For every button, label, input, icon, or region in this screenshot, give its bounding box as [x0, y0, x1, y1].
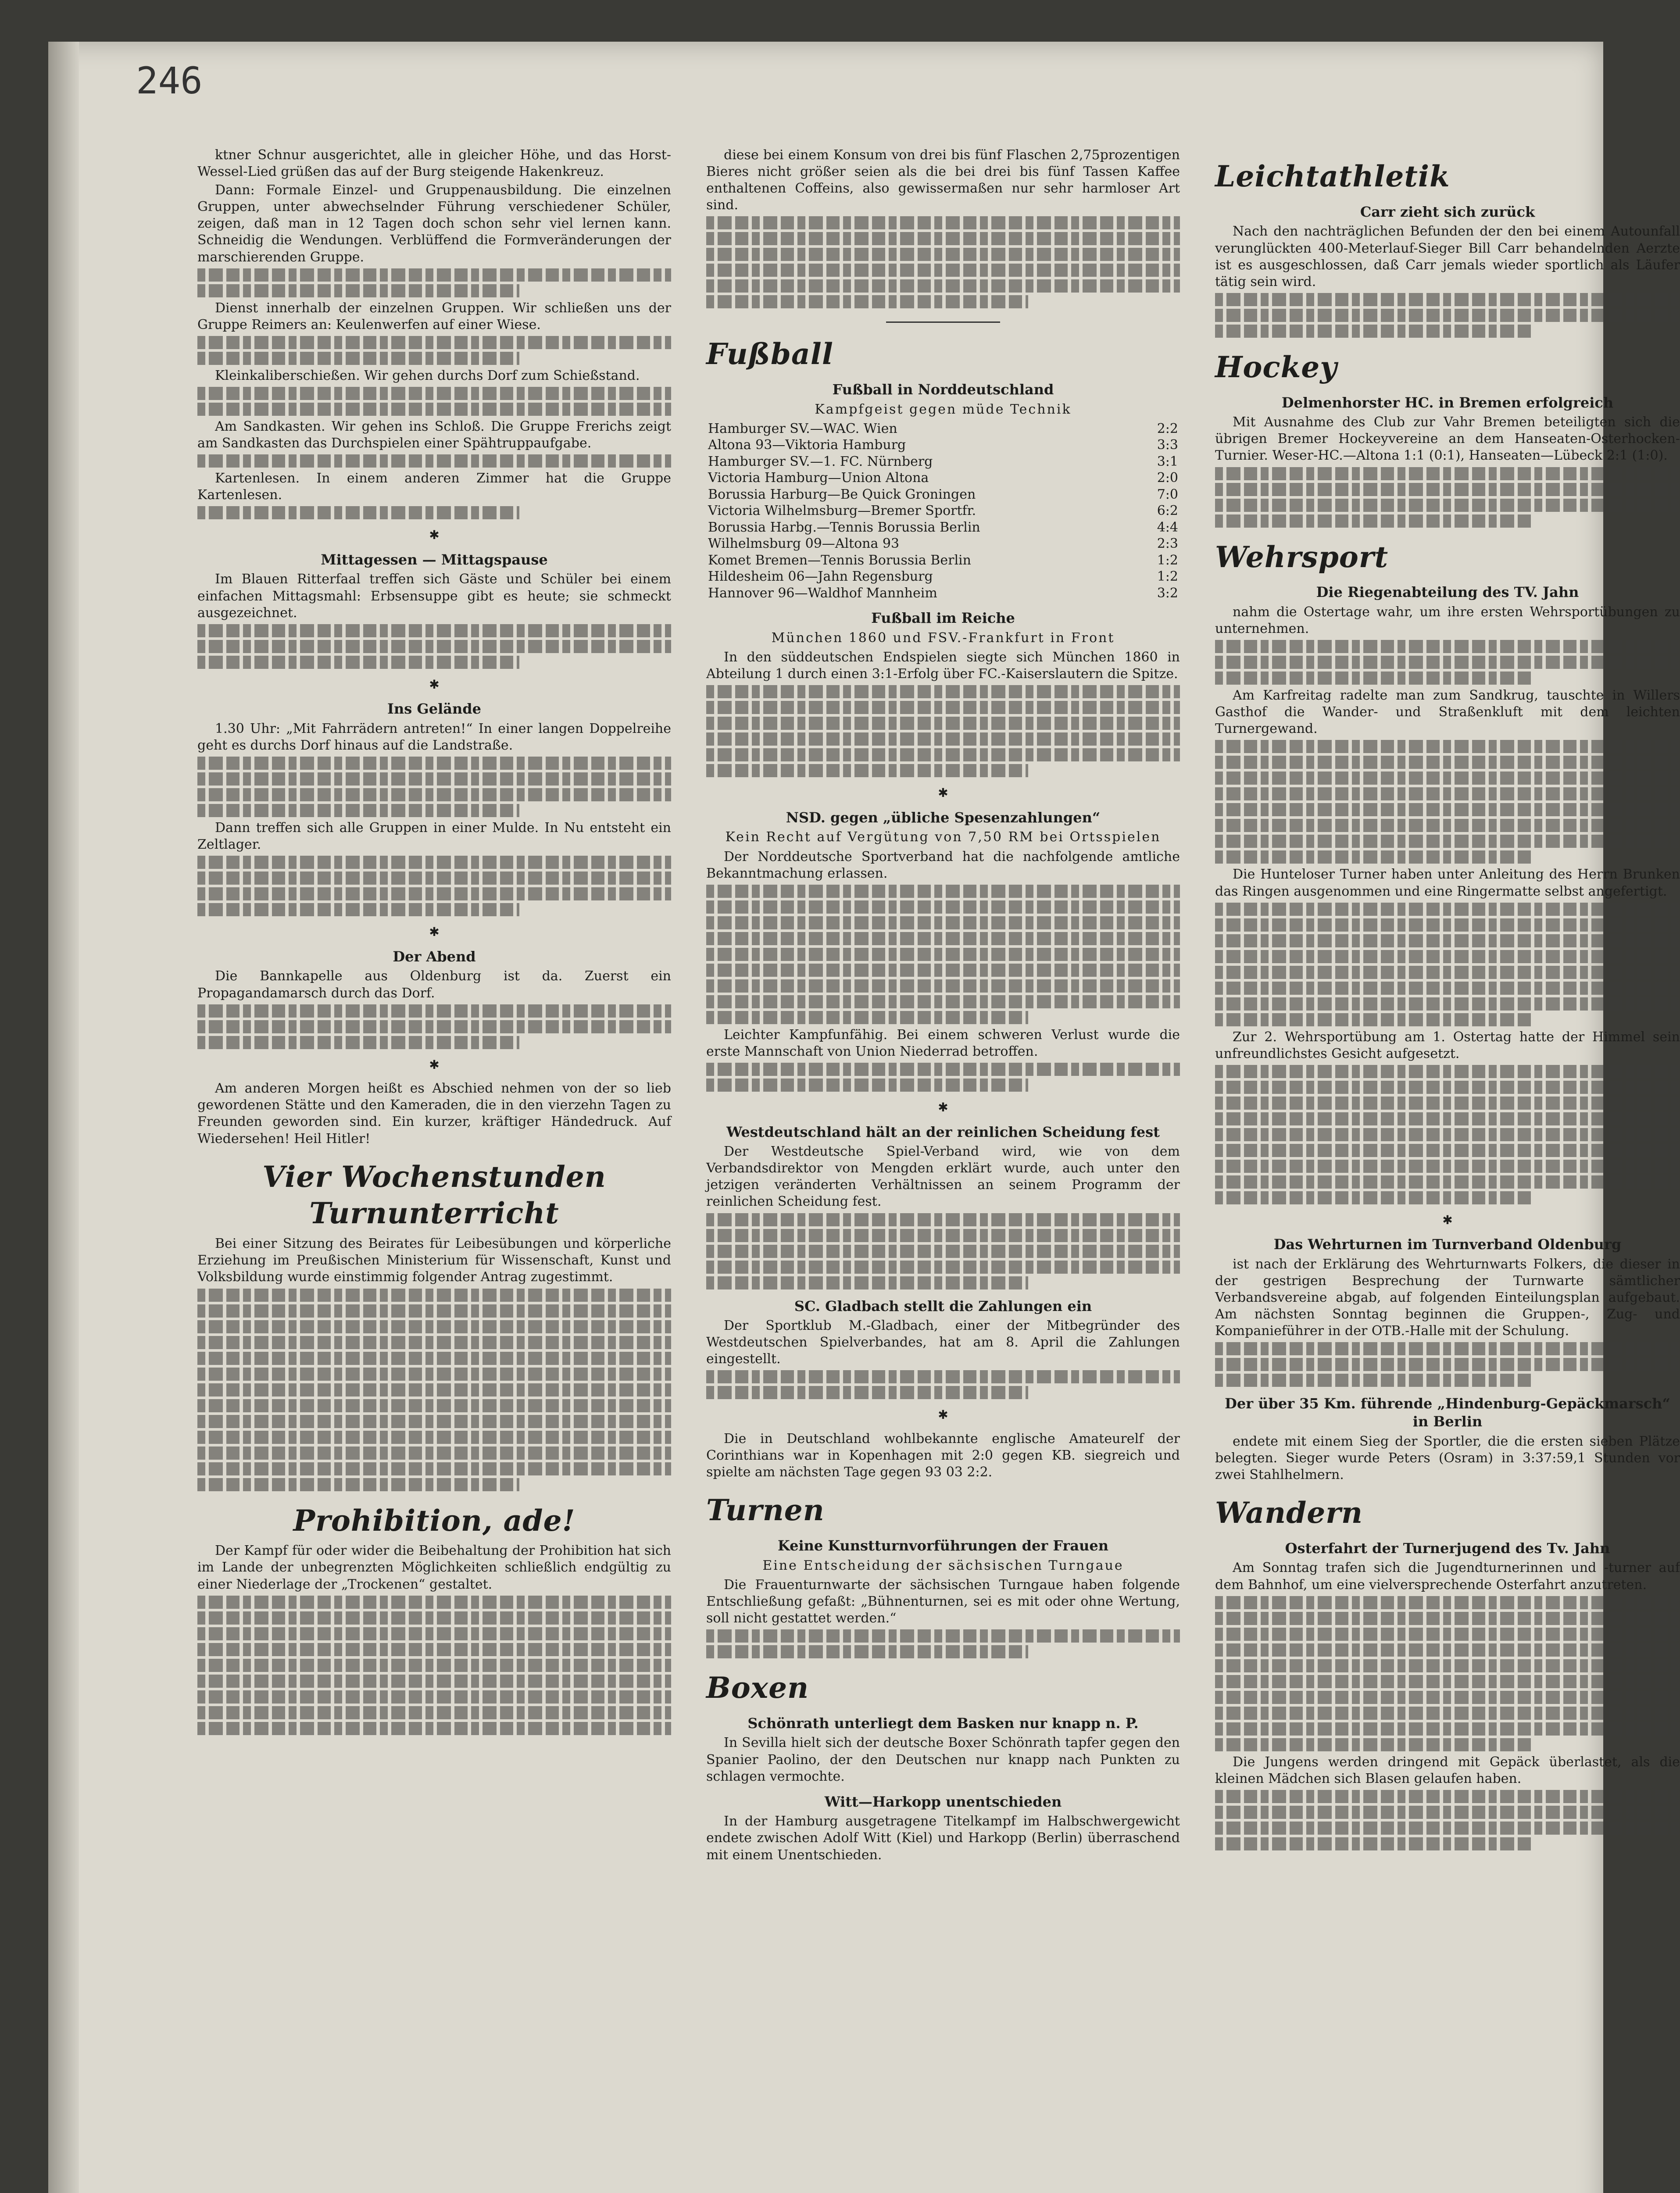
text-line	[1215, 787, 1680, 800]
text-line	[706, 900, 1180, 914]
text-line	[197, 788, 671, 801]
text-line	[1215, 756, 1680, 769]
score: 2:0	[1157, 470, 1178, 486]
text-line	[197, 772, 671, 786]
score: 2:2	[1157, 421, 1178, 436]
table-row	[706, 536, 1180, 552]
text-line	[197, 1368, 671, 1381]
subheading: Fußball in Norddeutschland	[832, 381, 1054, 398]
text-line	[197, 1643, 671, 1656]
subheading: Schönrath unterliegt dem Basken nur knapp n. P.	[747, 1714, 1139, 1732]
paragraph: Mit Ausnahme des Club zur Vahr Bremen beteiligten sich die übrigen Bremer Hockeyvereine an dem Hanseaten-Osterhocken-Turnier. Weser-HC.—Altona 1:1 (0:1), Hanseaten—Lübeck 2:1 (1:0).	[1215, 414, 1680, 464]
score: 6:2	[1157, 503, 1178, 519]
text-line	[1215, 1175, 1680, 1189]
text-line	[1215, 1191, 1531, 1204]
subheading: Westdeutschland hält an der reinlichen Scheidung fest	[726, 1123, 1160, 1140]
text-line	[706, 1261, 1180, 1274]
section-title: Leichtathletik	[1215, 159, 1450, 193]
subheading: SC. Gladbach stellt die Zahlungen ein	[794, 1297, 1092, 1314]
text-line	[197, 656, 519, 669]
paragraph: Am Sonntag trafen sich die Jugendturnerinnen und -turner auf dem Bahnhof, um eine vielversprechende Osterfahrt anzutreten.	[1215, 1560, 1680, 1593]
paragraph: endete mit einem Sieg der Sportler, die die ersten sieben Plätze belegten. Sieger wurde Peters (Osram) in 3:37:59,1 Stunden vor zwei Stahlhelmern.	[1215, 1433, 1680, 1482]
text-line	[197, 903, 519, 916]
text-line	[197, 387, 671, 400]
text-line	[1215, 1738, 1531, 1751]
subheading-tagline: Eine Entscheidung der sächsischen Turngaue	[762, 1557, 1124, 1573]
score: 1:2	[1157, 569, 1178, 585]
match: Hannover 96—Waldhof Mannheim	[708, 585, 937, 601]
paragraph: In der Hamburg ausgetragene Titelkampf im Halbschwergewicht endete zwischen Adolf Witt (Kiel) und Harkopp (Berlin) überraschend mit einem Unentschieden.	[706, 1814, 1180, 1863]
text-line	[1215, 803, 1680, 816]
score: 3:2	[1157, 585, 1178, 601]
text-line	[1215, 1081, 1680, 1094]
text-line	[706, 748, 1180, 761]
section-title: Wehrsport	[1215, 539, 1389, 574]
text-line	[197, 1478, 519, 1491]
text-line	[1215, 671, 1531, 685]
text-line	[706, 1229, 1180, 1242]
text-line	[706, 701, 1180, 714]
text-line	[197, 1675, 671, 1688]
text-line	[1215, 1675, 1680, 1688]
paragraph: Dienst innerhalb der einzelnen Gruppen. Wir schließen uns der Gruppe Reimers an: Keulenwerfen auf einer Wiese.	[197, 300, 671, 332]
separator-star: ✱	[429, 677, 440, 692]
text-line	[1215, 1065, 1680, 1078]
text-line	[197, 403, 671, 416]
text-line	[1215, 835, 1680, 848]
paragraph: ktner Schnur ausgerichtet, alle in gleicher Höhe, und das Horst-Wessel-Lied grüßen das auf der Burg steigende Hakenkreuz.	[197, 147, 671, 180]
text-line	[1215, 293, 1680, 306]
paragraph: Die Bannkapelle aus Oldenburg ist da. Zuerst ein Propagandamarsch durch das Dorf.	[197, 968, 671, 1001]
text-line	[1215, 1643, 1680, 1657]
table-row	[706, 421, 1180, 437]
text-line	[197, 1352, 671, 1365]
paragraph: Im Blauen Ritterfaal treffen sich Gäste und Schüler bei einem einfachen Mittagsmahl: Erbsensuppe gibt es heute; sie schmeckt ausgezeichnet.	[197, 571, 671, 621]
paragraph: Nach den nachträglichen Befunden der den bei einem Autounfall verunglückten 400-Meterlauf-Sieger Bill Carr behandelnden Aerzte ist es ausgeschlossen, daß Carr jemals wieder sportlich als Läufer tätig sein wird.	[1215, 224, 1680, 289]
text-line	[1215, 966, 1680, 979]
text-line	[197, 757, 671, 770]
text-line	[197, 1706, 671, 1719]
text-line	[1215, 934, 1680, 947]
subheading: Witt—Harkopp unentschieden	[824, 1793, 1062, 1810]
text-line	[197, 1462, 671, 1475]
score: 2:3	[1157, 536, 1178, 552]
subheading: Delmenhorster HC. in Bremen erfolgreich	[1281, 394, 1614, 411]
text-line	[1215, 325, 1531, 338]
text-line	[706, 1011, 1028, 1024]
match: Borussia Harbg.—Tennis Borussia Berlin	[708, 519, 980, 535]
paragraph: Kleinkaliberschießen. Wir gehen durchs Dorf zum Schießstand.	[215, 368, 640, 383]
paragraph: Der Sportklub M.-Gladbach, einer der Mitbegründer des Westdeutschen Spielverbandes, hat am 8. April die Zahlungen eingestellt.	[706, 1318, 1180, 1367]
subheading: Ins Gelände	[387, 700, 481, 718]
subheading: Die Riegenabteilung des TV. Jahn	[1316, 584, 1579, 601]
text-line	[706, 1645, 1028, 1658]
match: Victoria Hamburg—Union Altona	[708, 470, 929, 486]
separator-star: ✱	[429, 528, 440, 543]
text-line	[197, 268, 671, 282]
table-row	[706, 519, 1180, 536]
text-line	[706, 248, 1180, 261]
paragraph: Kartenlesen. In einem anderen Zimmer hat die Gruppe Kartenlesen.	[197, 471, 671, 503]
text-line	[706, 232, 1180, 245]
subheading: Der über 35 Km. führende „Hindenburg-Gepäckmarsch“ in Berlin	[1225, 1395, 1670, 1430]
text-line	[197, 856, 671, 869]
text-line	[197, 871, 671, 885]
text-line	[1215, 982, 1680, 995]
paragraph: diese bei einem Konsum von drei bis fünf Flaschen 2,75prozentigen Bieres nicht größer seien als die bei drei bis fünf Tassen Kaffee enthaltenen Coffeins, also gewissermaßen nur sehr harmloser Art sind.	[706, 147, 1180, 213]
subheading: Carr zieht sich zurück	[1360, 203, 1535, 220]
text-line	[1215, 1837, 1531, 1850]
text-line	[197, 1383, 671, 1397]
text-line	[706, 964, 1180, 977]
text-line	[197, 336, 671, 349]
text-line	[1215, 819, 1680, 832]
paragraph: Die Jungens werden dringend mit Gepäck überlastet, als die kleinen Mädchen sich Blasen gelaufen haben.	[1215, 1754, 1680, 1786]
score: 3:1	[1157, 454, 1178, 469]
table-row	[706, 568, 1180, 585]
score: 4:4	[1157, 519, 1178, 535]
table-row	[706, 486, 1180, 503]
text-line	[197, 1627, 671, 1640]
text-line	[1215, 1790, 1680, 1803]
subheading: Keine Kunstturnvorführungen der Frauen	[778, 1537, 1108, 1554]
subheading: Der Abend	[393, 948, 476, 965]
text-line	[1215, 1822, 1680, 1835]
section-title: Boxen	[706, 1671, 809, 1705]
text-line	[1215, 1659, 1680, 1672]
text-line	[706, 1276, 1028, 1289]
book-spine	[48, 42, 79, 2193]
subheading-tagline: Kein Recht auf Vergütung von 7,50 RM bei Ortsspielen	[725, 829, 1161, 845]
text-line	[1215, 1096, 1680, 1110]
text-line	[706, 264, 1180, 277]
text-line	[1215, 997, 1680, 1011]
text-line	[1215, 1806, 1680, 1819]
text-line	[1215, 1112, 1680, 1125]
text-line	[1215, 1722, 1680, 1736]
text-line	[1215, 656, 1680, 669]
text-line	[1215, 309, 1680, 322]
text-line	[197, 1659, 671, 1672]
match: Hildesheim 06—Jahn Regensburg	[708, 569, 933, 585]
text-line	[706, 1245, 1180, 1258]
text-line	[706, 764, 1028, 777]
text-line	[197, 804, 519, 817]
table-row	[706, 454, 1180, 470]
text-line	[1215, 467, 1680, 480]
text-line	[1215, 1707, 1680, 1720]
text-line	[197, 1289, 671, 1302]
text-line	[197, 1399, 671, 1412]
text-line	[706, 1629, 1180, 1643]
text-line	[706, 717, 1180, 730]
score: 1:2	[1157, 552, 1178, 568]
text-line	[197, 284, 519, 297]
subheading-tagline: Kampfgeist gegen müde Technik	[815, 401, 1072, 417]
text-line	[1215, 1013, 1531, 1026]
text-line	[197, 1596, 671, 1609]
paragraph: Der Westdeutsche Spiel-Verband wird, wie von dem Verbandsdirektor von Mengden erklärt wurde, auch unter den jetzigen veränderten Verhältnissen an seinem Programm der reinlichen Scheidung fest.	[706, 1144, 1180, 1210]
match: Altona 93—Viktoria Hamburg	[708, 437, 906, 453]
text-line	[1215, 1691, 1680, 1704]
text-line	[197, 1004, 671, 1018]
text-line	[197, 352, 519, 365]
match: Borussia Harburg—Be Quick Groningen	[708, 486, 976, 502]
text-line	[706, 1213, 1180, 1226]
section-title: Fußball	[706, 337, 833, 371]
column-right	[1215, 147, 1680, 1853]
match: Hamburger SV.—WAC. Wien	[708, 421, 897, 436]
score: 3:3	[1157, 437, 1178, 453]
newspaper-page	[48, 42, 1680, 2193]
page-number: 246	[136, 59, 203, 102]
separator-star: ✱	[938, 786, 948, 800]
text-line	[197, 1020, 671, 1033]
text-line	[1215, 514, 1531, 528]
text-line	[1215, 1342, 1680, 1355]
text-line	[706, 216, 1180, 229]
paragraph: Die Hunteloser Turner haben unter Anleitung des Herrn Brunken das Ringen ausgenommen und eine Ringermatte selbst angefertigt.	[1215, 867, 1680, 899]
subheading: NSD. gegen „übliche Spesenzahlungen“	[786, 809, 1101, 826]
text-line	[706, 295, 1028, 308]
text-line	[197, 624, 671, 637]
text-line	[706, 885, 1180, 898]
text-line	[1215, 1612, 1680, 1625]
section-rule	[886, 321, 1000, 323]
text-line	[706, 948, 1180, 961]
text-line	[1215, 499, 1680, 512]
text-line	[197, 1320, 671, 1333]
text-line	[706, 279, 1180, 293]
text-line	[1215, 850, 1531, 864]
text-line	[197, 1036, 519, 1049]
section-title: Turnen	[706, 1493, 825, 1528]
results-table	[706, 421, 1180, 602]
text-line	[197, 640, 671, 653]
separator-star: ✱	[1442, 1212, 1453, 1227]
paragraph: Die Frauenturnwarte der sächsischen Turngaue haben folgende Entschließung gefaßt: „Bühnenturnen, sei es mit oder ohne Wertung, soll nicht gestattet werden.“	[706, 1577, 1180, 1626]
text-line	[1215, 1374, 1531, 1387]
text-line	[706, 995, 1180, 1008]
paragraph: Am Karfreitag radelte man zum Sandkrug, tauschte in Willers Gasthof die Wander- und Straßenkluft mit dem leichten Turnergewand.	[1215, 688, 1680, 737]
score: 7:0	[1157, 486, 1178, 502]
subheading: Fußball im Reiche	[871, 610, 1015, 627]
match: Komet Bremen—Tennis Borussia Berlin	[708, 552, 971, 568]
paragraph: nahm die Ostertage wahr, um ihre ersten Wehrsportübungen zu unternehmen.	[1215, 604, 1680, 637]
table-row	[706, 437, 1180, 454]
paragraph: 1.30 Uhr: „Mit Fahrrädern antreten!“ In einer langen Doppelreihe geht es durchs Dorf hinaus auf die Landstraße.	[197, 721, 671, 754]
text-line	[197, 1304, 671, 1318]
text-line	[197, 887, 671, 900]
text-line	[706, 1079, 1028, 1092]
text-line	[197, 506, 519, 519]
text-line	[706, 932, 1180, 945]
paragraph: Dann treffen sich alle Gruppen in einer Mulde. In Nu entsteht ein Zeltlager.	[197, 820, 671, 853]
text-line	[1215, 1596, 1680, 1609]
table-row	[706, 585, 1180, 602]
text-line	[706, 685, 1180, 698]
text-line	[706, 732, 1180, 746]
text-line	[1215, 640, 1680, 653]
text-line	[197, 1415, 671, 1428]
text-line	[1215, 1128, 1680, 1141]
text-line	[1215, 950, 1680, 963]
text-line	[706, 1063, 1180, 1076]
text-line	[197, 1431, 671, 1444]
text-line	[197, 1447, 671, 1460]
text-line	[1215, 918, 1680, 932]
article-title: Vier Wochenstunden Turnunterricht	[262, 1159, 606, 1231]
table-row	[706, 552, 1180, 569]
subheading-tagline: München 1860 und FSV.-Frankfurt in Front	[771, 630, 1115, 646]
paragraph: Der Kampf für oder wider die Beibehaltung der Prohibition hat sich im Lande der unbegrenzten Möglichkeiten schließlich endgültig zu einer Niederlage der „Trockenen“ gestaltet.	[197, 1543, 671, 1592]
text-line	[197, 454, 671, 468]
text-line	[1215, 1160, 1680, 1173]
paragraph: In Sevilla hielt sich der deutsche Boxer Schönrath tapfer gegen den Spanier Paolino, der den Deutschen nur knapp nach Punkten zu schlagen vermochte.	[706, 1735, 1180, 1784]
section-title: Wandern	[1215, 1495, 1363, 1530]
text-line	[706, 1386, 1028, 1399]
text-line	[1215, 903, 1680, 916]
subheading: Das Wehrturnen im Turnverband Oldenburg	[1273, 1236, 1622, 1253]
paragraph: Bei einer Sitzung des Beirates für Leibesübungen und körperliche Erziehung im Preußischen Ministerium für Wissenschaft, Kunst und Volksbildung wurde einstimmig folgender Antrag zugestimmt.	[197, 1236, 671, 1285]
subheading: Mittagessen — Mittagspause	[321, 551, 548, 568]
paragraph: Zur 2. Wehrsportübung am 1. Ostertag hatte der Himmel sein unfreundlichstes Gesicht aufgesetzt.	[1215, 1029, 1680, 1061]
section-title: Hockey	[1215, 350, 1337, 384]
text-line	[1215, 483, 1680, 496]
separator-star: ✱	[429, 925, 440, 939]
column-left	[197, 147, 671, 1738]
separator-star: ✱	[938, 1100, 948, 1114]
text-line	[1215, 1358, 1680, 1371]
subheading: Osterfahrt der Turnerjugend des Tv. Jahn	[1285, 1539, 1610, 1557]
match: Wilhelmsburg 09—Altona 93	[708, 536, 900, 552]
text-line	[1215, 740, 1680, 753]
text-line	[1215, 771, 1680, 785]
paragraph: Die in Deutschland wohlbekannte englische Amateurelf der Corinthians war in Kopenhagen mit 2:0 gegen KB. siegreich und spielte am nächsten Tage gegen 93 03 2:2.	[706, 1431, 1180, 1480]
paragraph: In den süddeutschen Endspielen siegte sich München 1860 in Abteilung 1 durch einen 3:1-Erfolg über FC.-Kaiserslautern die Spitze.	[706, 650, 1180, 682]
paragraph: Am Sandkasten. Wir gehen ins Schloß. Die Gruppe Frerichs zeigt am Sandkasten das Durchspielen einer Spähtruppaufgabe.	[197, 418, 671, 451]
text-line	[706, 979, 1180, 993]
paragraph: Am anderen Morgen heißt es Abschied nehmen von der so lieb gewordenen Stätte und den Kameraden, die in den vierzehn Tagen zu Freunden geworden sind. Ein kurzer, kräftiger Händedruck. Auf Wiedersehen! Heil Hitler!	[197, 1081, 671, 1147]
paragraph: Dann: Formale Einzel- und Gruppenausbildung. Die einzelnen Gruppen, unter abwechselnder Führung verschiedener Schüler, zeigen, daß man in 12 Tagen doch schon sehr viel lernen kann. Schneidig die Wendungen. Verblüffend die Formveränderungen der marschierenden Gruppe.	[197, 182, 671, 265]
column-middle	[706, 147, 1180, 1865]
text-line	[197, 1722, 671, 1735]
article-title: Prohibition, ade!	[293, 1503, 575, 1538]
separator-star: ✱	[429, 1057, 440, 1072]
text-line	[197, 1690, 671, 1704]
text-line	[706, 1370, 1180, 1383]
match: Victoria Wilhelmsburg—Bremer Sportfr.	[708, 503, 976, 519]
separator-star: ✱	[938, 1407, 948, 1422]
text-line	[1215, 1144, 1680, 1157]
table-row	[706, 470, 1180, 486]
paragraph: Leichter Kampfunfähig. Bei einem schweren Verlust wurde die erste Mannschaft von Union Niederrad betroffen.	[706, 1027, 1180, 1059]
text-line	[197, 1611, 671, 1625]
paragraph: ist nach der Erklärung des Wehrturnwarts Folkers, die dieser in der gestrigen Besprechung der Turnwarte sämtlicher Verbandsvereine abgab, auf folgenden Einteilungsplan aufgebaut. Am nächsten Sonntag beginnen die Gruppen-, Zug- und Kompanieführer in der OTB.-Halle mit der Schulung.	[1215, 1256, 1680, 1339]
text-line	[706, 916, 1180, 929]
match: Hamburger SV.—1. FC. Nürnberg	[708, 454, 933, 469]
paragraph: Der Norddeutsche Sportverband hat die nachfolgende amtliche Bekanntmachung erlassen.	[706, 849, 1180, 881]
table-row	[706, 503, 1180, 519]
text-line	[197, 1336, 671, 1349]
text-line	[1215, 1628, 1680, 1641]
